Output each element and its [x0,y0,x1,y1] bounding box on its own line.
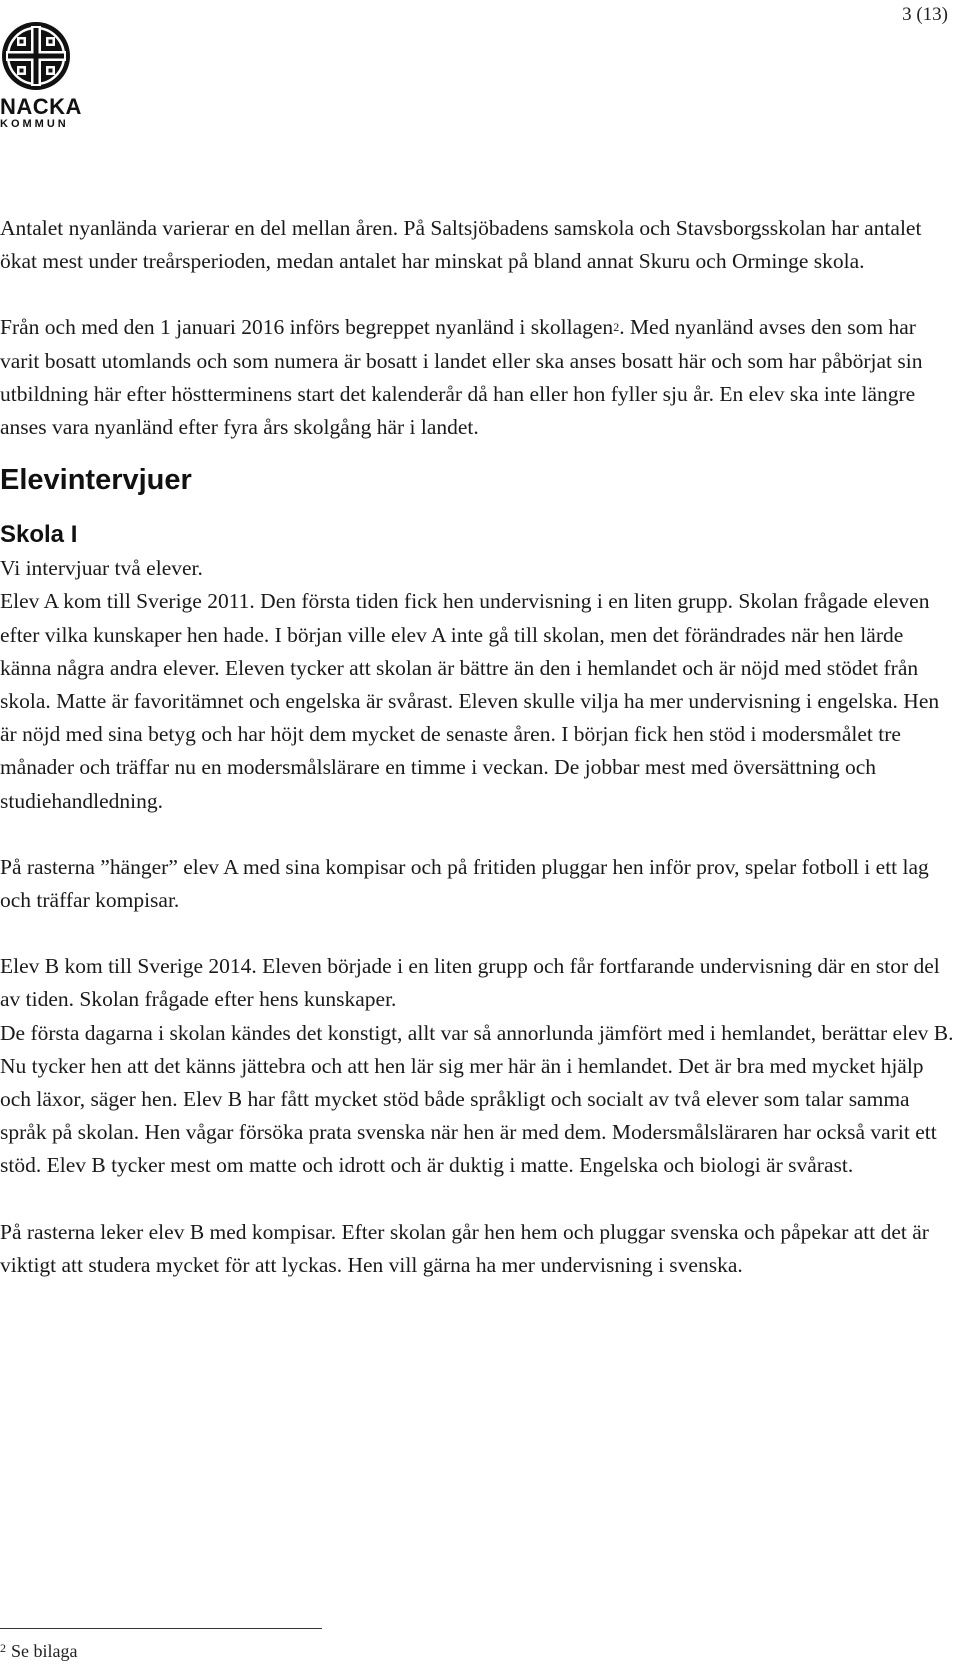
page-number: 3 (13) [902,4,948,25]
nacka-emblem-icon [0,20,72,92]
logo-subtitle: KOMMUN [0,118,69,130]
intro-paragraph-2 [0,311,955,444]
body-paragraph: På rasterna leker elev B med kompisar. Efter skolan går hen hem och pluggar svenska och påpekar att det är viktigt att studera mycket för att lyckas. Hen vill gärna ha mer undervisning i svenska. [0,1219,929,1277]
body-paragraph: Elev A kom till Sverige 2011. Den första tiden fick hen undervisning i en liten grupp. Skolan frågade eleven efter vilka kunskaper hen hade. I början ville elev A inte gå till skolan, men det förändrades när hen lärde känna några andra elever. Eleven tycker att skolan är bättre än den i hemlandet och är nöjd med stödet från skola. Matte är favoritämnet och engelska är svårast. Eleven skulle vilja ha mer undervisning i engelska. Hen är nöjd med sina betyg och har höjt dem mycket de senaste åren. I början fick hen stöd i modersmålet tre månader och träffar nu en modersmålslärare en timme i veckan. De jobbar mest med översättning och studiehandledning. [0,589,940,813]
document-body [0,212,955,1282]
body-paragraph: De första dagarna i skolan kändes det konstigt, allt var så annorlunda jämfört med i hemlandet, berättar elev B. Nu tycker hen att det känns jättebra och att hen lär sig mer här än i hemlandet. Det är bra med mycket hjälp och läxor, säger hen. Elev B har fått mycket stöd både språkligt och socialt av två elever som talar samma språk på skolan. Hen vågar försöka prata svenska när hen är med dem. Modersmålsläraren har också varit ett stöd. Elev B tycker mest om matte och idrott och är duktig i matte. Engelska och biologi är svårast. [0,1020,954,1178]
footnote-reference: 2 [613,320,620,335]
body-paragraph: Elev B kom till Sverige 2014. Eleven började i en liten grupp och får fortfarande undervisning där en stor del av tiden. Skolan frågade efter hens kunskaper. [0,954,940,1012]
logo-name: NACKA [0,94,82,119]
intro-paragraph-1: Antalet nyanlända varierar en del mellan åren. På Saltsjöbadens samskola och Stavsborgsskolan har antalet ökat mest under treårsperioden, medan antalet har minskat på bland annat Skuru och Orminge skola. [0,216,922,274]
footnote-divider [0,1628,322,1629]
intro-p2-text-end: . Med nyanländ avses den som har varit bosatt utomlands och som numera är bosatt i landet eller ska anses bosatt här och som har påbörjat sin utbildning här efter höstterminens start det kalenderår då han eller hon fyller sju år. En elev ska inte längre anses vara nyanländ efter fyra års skolgång här i landet. [0,315,923,440]
intro-p2-text-start: Från och med den 1 januari 2016 införs begreppet nyanländ i skollagen [0,315,614,340]
footnote [0,1641,77,1662]
nacka-kommun-logo [0,20,80,132]
footnote-text: Se bilaga [11,1641,78,1661]
section-heading: Elevintervjuer [0,464,192,497]
footnote-mark: 2 [0,1641,6,1655]
body-paragraph: Vi intervjuar två elever. [0,556,203,581]
body-paragraph: På rasterna ”hänger” elev A med sina kompisar och på fritiden pluggar hen inför prov, spelar fotboll i ett lag och träffar kompisar. [0,854,929,913]
section-subheading: Skola I [0,521,78,549]
